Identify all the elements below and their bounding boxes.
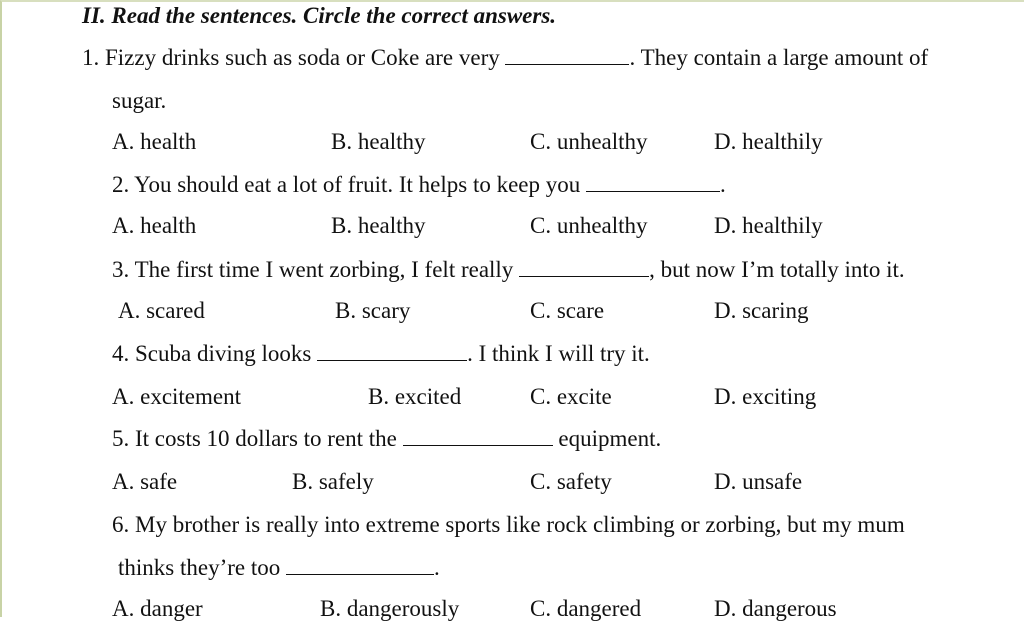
- question-3-line: [112, 256, 905, 284]
- question-2-option-b[interactable]: B. healthy: [331, 213, 426, 238]
- question-2-option-d[interactable]: D. healthily: [714, 213, 823, 238]
- question-1-option-a[interactable]: A. health: [112, 129, 197, 154]
- question-1-text-after: . They contain a large amount of: [629, 45, 929, 70]
- question-2-text-before: 2. You should eat a lot of fruit. It helps to keep you: [112, 172, 587, 197]
- question-2-option-a[interactable]: A. health: [112, 213, 197, 238]
- question-4-text-after: . I think I will try it.: [467, 341, 650, 366]
- question-1-option-c[interactable]: C. unhealthy: [530, 129, 648, 154]
- question-5-line: [112, 425, 661, 453]
- question-3-text-after: , but now I’m totally into it.: [649, 257, 905, 282]
- question-6-text-after: .: [434, 555, 440, 580]
- question-4-option-d[interactable]: D. exciting: [714, 384, 817, 409]
- section-heading: II. Read the sentences. Circle the correct answers.: [82, 3, 557, 28]
- question-3-text-before: 3. The first time I went zorbing, I felt really: [112, 257, 520, 282]
- question-6-option-a[interactable]: A. danger: [112, 596, 203, 621]
- question-1-blank: [505, 46, 629, 65]
- question-6-line-1: 6. My brother is really into extreme sports like rock climbing or zorbing, but my mum: [112, 512, 905, 537]
- question-1-option-d[interactable]: D. healthily: [714, 129, 823, 154]
- question-6-text-before: thinks they’re too: [118, 555, 286, 580]
- question-1-line-2: sugar.: [112, 88, 167, 113]
- question-6-blank: [286, 556, 434, 575]
- question-2-text-after: .: [720, 172, 726, 197]
- question-4-option-c[interactable]: C. excite: [530, 384, 612, 409]
- question-6-option-c[interactable]: C. dangered: [530, 596, 642, 621]
- question-1-text-before: 1. Fizzy drinks such as soda or Coke are very: [82, 45, 506, 70]
- question-6-line-2: [118, 554, 440, 582]
- question-5-blank: [403, 427, 553, 446]
- question-1-line-1: [82, 44, 928, 72]
- question-4-option-b[interactable]: B. excited: [368, 384, 462, 409]
- question-5-option-d[interactable]: D. unsafe: [714, 469, 803, 494]
- question-5-option-c[interactable]: C. safety: [530, 469, 612, 494]
- question-6-option-d[interactable]: D. dangerous: [714, 596, 837, 621]
- question-4-blank: [317, 342, 467, 361]
- question-3-option-a[interactable]: A. scared: [118, 298, 205, 323]
- question-2-option-c[interactable]: C. unhealthy: [530, 213, 648, 238]
- question-1-option-b[interactable]: B. healthy: [331, 129, 426, 154]
- question-5-option-b[interactable]: B. safely: [292, 469, 374, 494]
- question-6-option-b[interactable]: B. dangerously: [320, 596, 460, 621]
- question-4-option-a[interactable]: A. excitement: [112, 384, 242, 409]
- question-4-text-before: 4. Scuba diving looks: [112, 341, 318, 366]
- question-2-blank: [586, 173, 720, 192]
- question-3-option-b[interactable]: B. scary: [335, 298, 411, 323]
- question-2-line: [112, 171, 726, 199]
- question-4-line: [112, 340, 650, 368]
- question-5-text-after: equipment.: [552, 426, 662, 451]
- question-5-text-before: 5. It costs 10 dollars to rent the: [112, 426, 403, 451]
- question-3-option-c[interactable]: C. scare: [530, 298, 605, 323]
- question-3-option-d[interactable]: D. scaring: [714, 298, 809, 323]
- question-3-blank: [519, 258, 649, 277]
- question-5-option-a[interactable]: A. safe: [112, 469, 178, 494]
